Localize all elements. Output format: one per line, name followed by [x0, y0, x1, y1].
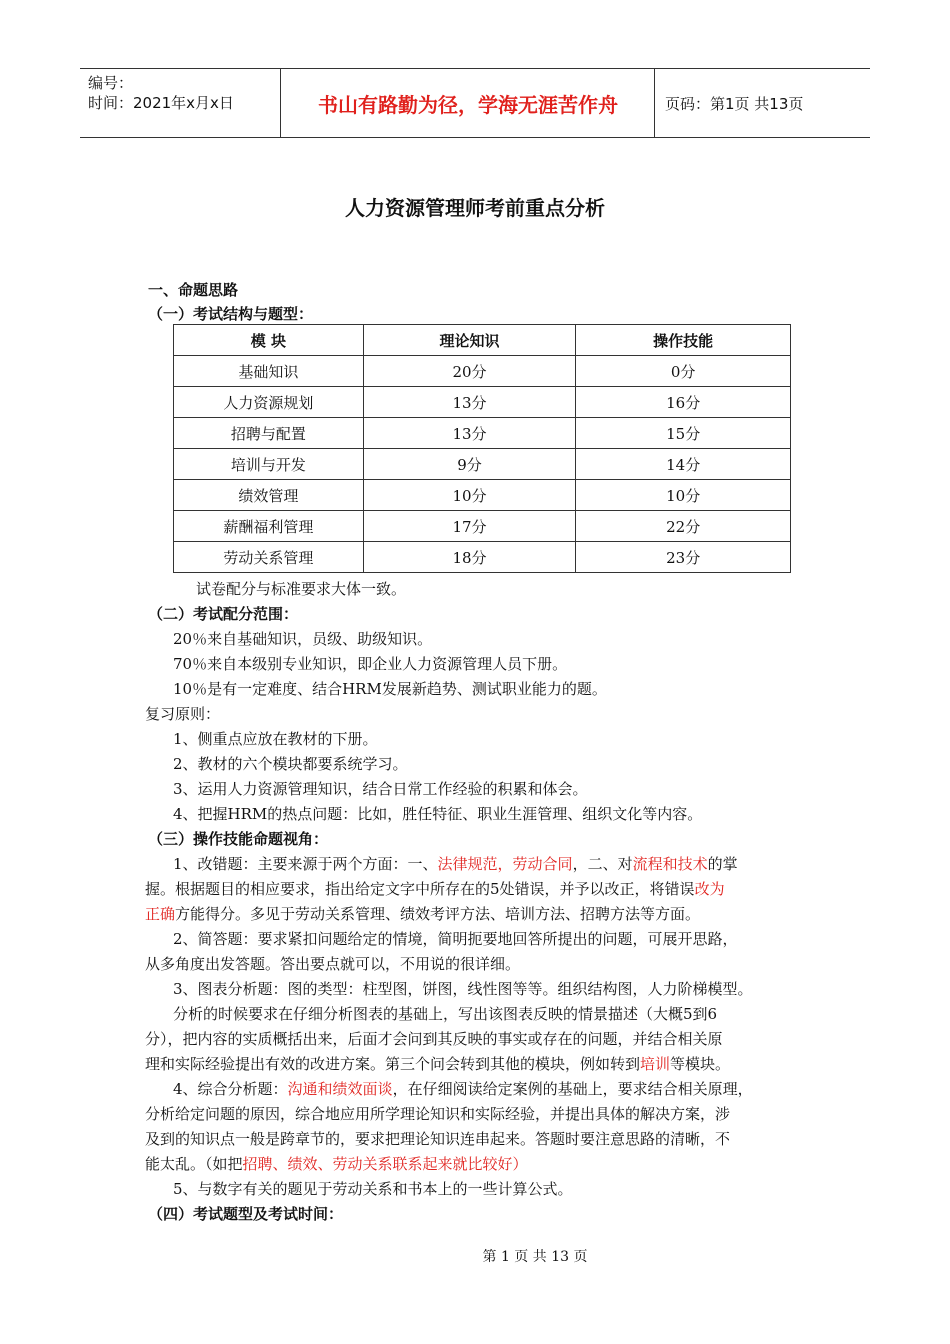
- review-item: 3、运用人力资源管理知识，结合日常工作经验的积累和体会。: [173, 780, 588, 798]
- paragraph-1-line-3: [145, 903, 700, 924]
- table-row: [174, 387, 791, 418]
- highlight-text: 招聘、绩效、劳动关系联系起来就比较好）: [242, 1155, 528, 1173]
- text-span: 理和实际经验提出有效的改进方案。第三个问会转到其他的模块，例如转到: [145, 1055, 641, 1073]
- paragraph-4-line-2: 分析给定问题的原因，综合地应用所学理论知识和实际经验，并提出具体的解决方案，涉: [145, 1105, 731, 1123]
- table-cell: 劳动关系管理: [174, 542, 364, 573]
- table-cell: 绩效管理: [174, 480, 364, 511]
- highlight-text: 正确: [145, 905, 176, 923]
- subsection-heading-2: （二）考试配分范围：: [148, 605, 299, 623]
- text-span: 的掌: [707, 855, 738, 873]
- table-cell: 0分: [576, 356, 791, 387]
- table-cell: 9分: [363, 449, 576, 480]
- section-heading-1: 一、命题思路: [148, 281, 239, 299]
- range-item: 70％来自本级别专业知识，即企业人力资源管理人员下册。: [173, 655, 568, 673]
- paragraph-3-line-3: 分），把内容的实质概括出来，后面才会问到其反映的事实或存在的问题，并结合相关原: [145, 1030, 723, 1048]
- table-cell: 10分: [576, 480, 791, 511]
- text-span: 握。根据题目的相应要求，指出给定文字中所存在的5处错误，并予以改正，将错误: [145, 880, 695, 898]
- header-page-label: 页码：第1页 共13页: [665, 94, 804, 113]
- header-meta: [80, 69, 281, 137]
- paragraph-3-line-1: 3、图表分析题：图的类型：柱型图，饼图，线性图等等。组织结构图，人力阶梯模型。: [173, 980, 753, 998]
- paragraph-2-line-1: 2、简答题：要求紧扣问题给定的情境，简明扼要地回答所提出的问题，可展开思路，: [173, 930, 738, 948]
- table-header-row: [174, 325, 791, 356]
- subsection-heading-3: （三）操作技能命题视角：: [148, 830, 329, 848]
- text-span: 4、综合分析题：: [173, 1080, 288, 1098]
- table-cell: 16分: [576, 387, 791, 418]
- table-note: 试卷配分与标准要求大体一致。: [196, 580, 407, 598]
- table-cell: 17分: [363, 511, 576, 542]
- table-cell: 基础知识: [174, 356, 364, 387]
- number-label: 编号：: [88, 74, 134, 92]
- table-row: [174, 418, 791, 449]
- paragraph-3-line-4: [145, 1053, 730, 1074]
- table-header-cell: 操作技能: [576, 325, 791, 356]
- highlight-text: 法律规范，劳动合同: [437, 855, 573, 873]
- table-row: [174, 356, 791, 387]
- subsection-heading-4: （四）考试题型及考试时间：: [148, 1205, 344, 1223]
- paragraph-4-line-3: 及到的知识点一般是跨章节的，要求把理论知识连串起来。答题时要注意思路的清晰，不: [145, 1130, 731, 1148]
- table-cell: 15分: [576, 418, 791, 449]
- review-item: 1、侧重点应放在教材的下册。: [173, 730, 378, 748]
- highlight-text: 流程和技术: [632, 855, 708, 873]
- table-cell: 人力资源规划: [174, 387, 364, 418]
- paragraph-2-line-2: 从多角度出发答题。答出要点就可以，不用说的很详细。: [145, 955, 521, 973]
- table-cell: 13分: [363, 387, 576, 418]
- review-item: 4、把握HRM的热点问题：比如，胜任特征、职业生涯管理、组织文化等内容。: [173, 805, 703, 823]
- text-span: 1、改错题：主要来源于两个方面：一、: [173, 855, 438, 873]
- table-cell: 22分: [576, 511, 791, 542]
- page-title: 人力资源管理师考前重点分析: [345, 196, 605, 220]
- range-item: 10％是有一定难度、结合HRM发展新趋势、测试职业能力的题。: [173, 680, 607, 698]
- review-item: 2、教材的六个模块都要系统学习。: [173, 755, 408, 773]
- paragraph-5: 5、与数字有关的题见于劳动关系和书本上的一些计算公式。: [173, 1180, 573, 1198]
- table-cell: 培训与开发: [174, 449, 364, 480]
- highlight-text: 培训: [640, 1055, 671, 1073]
- subsection-heading-1: （一）考试结构与题型：: [148, 305, 314, 323]
- text-span: 能太乱。（如把: [145, 1155, 243, 1173]
- table-cell: 招聘与配置: [174, 418, 364, 449]
- text-span: ，二、对: [572, 855, 633, 873]
- highlight-text: 沟通和绩效面谈: [287, 1080, 393, 1098]
- exam-structure-table: [173, 324, 791, 573]
- page-footer: 第 1 页 共 13 页: [482, 1249, 588, 1265]
- table-cell: 10分: [363, 480, 576, 511]
- table-header-cell: 模 块: [174, 325, 364, 356]
- paragraph-1-line-1: [173, 853, 738, 874]
- table-cell: 13分: [363, 418, 576, 449]
- text-span: 等模块。: [670, 1055, 731, 1073]
- table-cell: 14分: [576, 449, 791, 480]
- paragraph-4-line-1: [173, 1078, 753, 1099]
- table-cell: 薪酬福利管理: [174, 511, 364, 542]
- table-row: [174, 480, 791, 511]
- page-header: [80, 68, 870, 138]
- table-row: [174, 511, 791, 542]
- time-label: 时间：2021年x月x日: [88, 94, 234, 112]
- table-row: [174, 542, 791, 573]
- table-row: [174, 449, 791, 480]
- paragraph-3-line-2: 分析的时候要求在仔细分析图表的基础上，写出该图表反映的情景描述（大概5到6: [173, 1005, 718, 1023]
- text-span: ，在仔细阅读给定案例的基础上，要求结合相关原理，: [392, 1080, 753, 1098]
- table-cell: 18分: [363, 542, 576, 573]
- paragraph-1-line-2: [145, 878, 725, 899]
- highlight-text: 改为: [694, 880, 725, 898]
- text-span: 方能得分。多见于劳动关系管理、绩效考评方法、培训方法、招聘方法等方面。: [175, 905, 701, 923]
- paragraph-4-line-4: [145, 1153, 528, 1174]
- table-header-cell: 理论知识: [363, 325, 576, 356]
- range-item: 20％来自基础知识，员级、助级知识。: [173, 630, 433, 648]
- table-cell: 23分: [576, 542, 791, 573]
- table-cell: 20分: [363, 356, 576, 387]
- review-heading: 复习原则：: [145, 705, 221, 723]
- header-motto: 书山有路勤为径，学海无涯苦作舟: [282, 69, 655, 137]
